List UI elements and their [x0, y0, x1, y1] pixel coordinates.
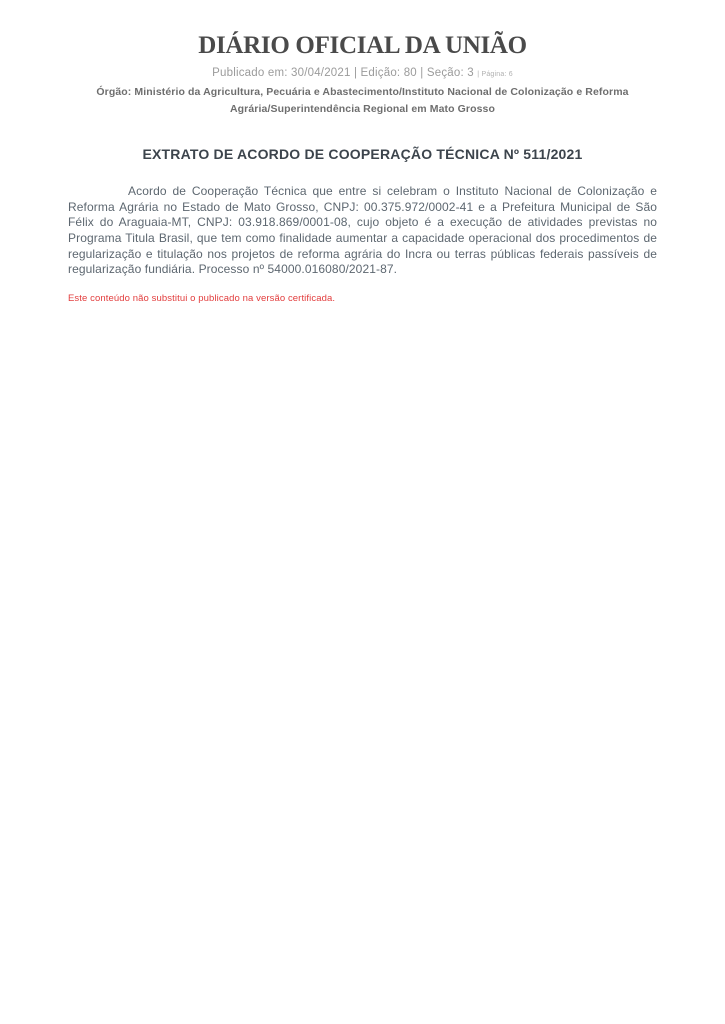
certified-version-disclaimer: Este conteúdo não substitui o publicado na versão certificada. — [68, 292, 336, 304]
organ-line: Órgão: Ministério da Agricultura, Pecuária e Abastecimento/Instituto Nacional de Colonização e Reforma Agrária/Superintendência Regional em Mato Grosso — [96, 85, 629, 116]
document-header — [68, 32, 657, 119]
publication-meta — [68, 67, 657, 79]
article-heading: EXTRATO DE ACORDO DE COOPERAÇÃO TÉCNICA Nº 511/2021 — [142, 146, 583, 163]
gazette-title: DIÁRIO OFICIAL DA UNIÃO — [198, 32, 527, 59]
article — [68, 146, 657, 304]
document-content — [0, 0, 725, 304]
publication-meta-main: Publicado em: 30/04/2021 | Edição: 80 | Seção: 3 — [212, 66, 474, 79]
article-body-paragraph: Acordo de Cooperação Técnica que entre si celebram o Instituto Nacional de Colonização e Reforma Agrária no Estado de Mato Grosso, CNPJ: 00.375.972/0002-41 e a Prefeitura Municipal de São Félix do Araguaia-MT, CNPJ: 03.918.869/0001-08, cujo objeto é a execução de atividades previstas no Programa Titula Brasil, que tem como finalidade aumentar a capacidade operacional dos procedimentos de regularização e titulação nos projetos de reforma agrária do Incra ou terras públicas federais passíveis de regularização fundiária. Processo nº 54000.016080/2021-87. — [68, 184, 657, 277]
publication-meta-page: | Página: 6 — [477, 70, 513, 78]
